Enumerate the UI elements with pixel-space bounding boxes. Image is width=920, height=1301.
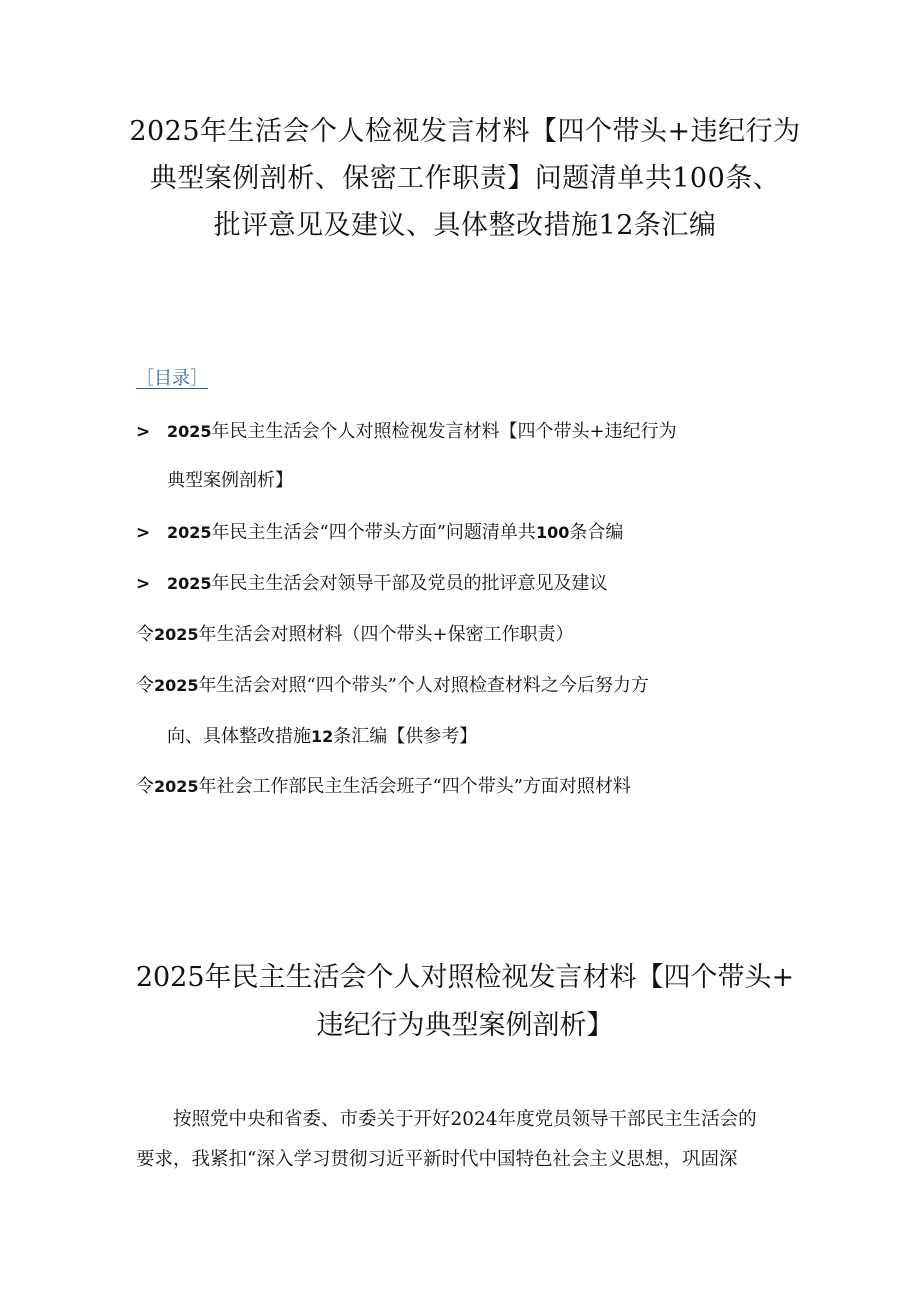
section-title-line-2: 违纪行为典型案例剖析】 <box>316 1010 614 1041</box>
toc-year: 2025 <box>167 574 212 593</box>
toc-item-line <box>136 622 776 648</box>
toc-item-line <box>136 520 776 546</box>
toc-item-line <box>136 571 776 597</box>
toc-continuation-text: 向、具体整改措施 <box>167 726 311 747</box>
toc-count: 12 <box>311 727 334 746</box>
toc-year: 2025 <box>154 676 199 695</box>
section-title-line-1: 2025年民主生活会个人对照检视发言材料【四个带头+ <box>135 962 795 993</box>
diamond-marker-icon: 令 <box>136 675 154 696</box>
toc-item-text: 年民主生活会对领导干部及党员的批评意见及建议 <box>211 573 608 594</box>
title-line-2: 典型案例剖析、保密工作职责】问题清单共100条、 <box>149 163 781 194</box>
toc-year: 2025 <box>154 777 199 796</box>
toc-item-continuation: 典型案例剖析】 <box>167 470 293 491</box>
toc-year: 2025 <box>167 422 212 441</box>
toc-item-text: 年民主生活会“四个带头方面”问题清单共 <box>211 522 536 543</box>
document-title <box>120 108 810 249</box>
diamond-marker-icon: 令 <box>136 776 154 797</box>
section-heading <box>120 954 810 1050</box>
toc-item-3[interactable] <box>136 571 776 597</box>
diamond-marker-icon: 令 <box>136 624 154 645</box>
toc-item-4[interactable] <box>136 622 776 648</box>
arrow-marker-icon: > <box>136 422 151 442</box>
toc-item-1[interactable] <box>136 419 776 494</box>
toc-item-text: 年生活会对照材料（四个带头+保密工作职责） <box>198 624 574 645</box>
toc-item-line <box>136 673 776 699</box>
toc-continuation-end: 条汇编【供参考】 <box>333 726 478 747</box>
title-line-1: 2025年生活会个人检视发言材料【四个带头+违纪行为 <box>129 116 801 147</box>
toc-item-text: 年民主生活会个人对照检视发言材料【四个带头+违纪行为 <box>211 421 677 442</box>
body-line-1: 按照党中央和省委、市委关于开好2024年度党员领导干部民主生活会的 <box>173 1109 757 1130</box>
toc-count: 100 <box>535 523 570 542</box>
toc-item-5[interactable] <box>136 673 776 750</box>
toc-item-text: 年社会工作部民主生活会班子“四个带头”方面对照材料 <box>198 776 631 797</box>
title-line-3: 批评意见及建议、具体整改措施12条汇编 <box>213 210 717 241</box>
toc-year: 2025 <box>167 523 212 542</box>
body-line-2: 要求，我紧扣“深入学习贯彻习近平新时代中国特色社会主义思想，巩固深 <box>136 1149 738 1170</box>
toc-item-line <box>136 774 776 800</box>
toc-link[interactable]: ［目录］ <box>136 368 208 389</box>
toc-item-line <box>136 419 776 445</box>
toc-item-text: 年生活会对照“四个带头”个人对照检查材料之今后努力方 <box>198 675 649 696</box>
arrow-marker-icon: > <box>136 574 151 594</box>
body-paragraph <box>136 1100 796 1180</box>
toc-item-6[interactable] <box>136 774 776 800</box>
arrow-marker-icon: > <box>136 523 151 543</box>
toc-item-continuation <box>136 724 776 750</box>
toc-item-text-end: 条合编 <box>569 522 624 543</box>
toc-item-2[interactable] <box>136 520 776 546</box>
toc-year: 2025 <box>154 625 199 644</box>
